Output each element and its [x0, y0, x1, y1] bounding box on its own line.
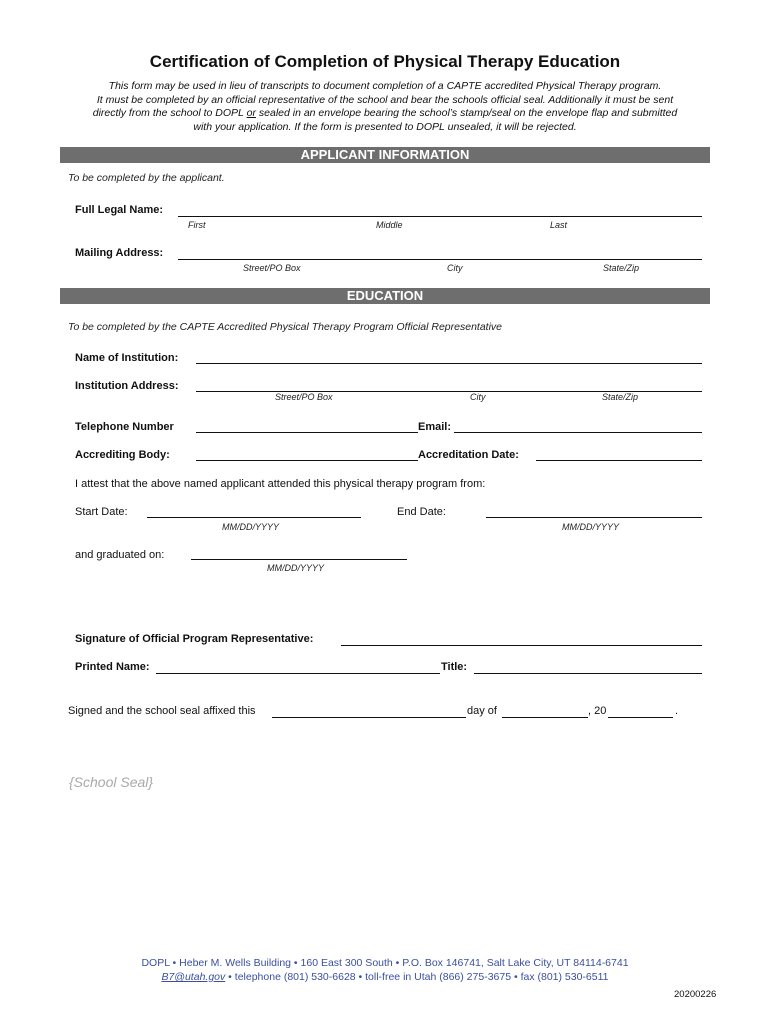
graduated-label: and graduated on:: [75, 549, 165, 561]
mailing-address-label: Mailing Address:: [75, 247, 164, 259]
footer-contact: [60, 956, 710, 984]
signed-period: .: [675, 705, 679, 717]
full-name-label: Full Legal Name:: [75, 204, 164, 216]
signature-label: Signature of Official Program Representative:: [75, 633, 314, 645]
instructions-line-1: This form may be used in lieu of transcripts to document completion of a CAPTE accredited Physical Therapy program.: [108, 80, 662, 92]
end-date-format: MM/DD/YYYY: [562, 522, 620, 532]
institution-address-label: Institution Address:: [75, 380, 179, 392]
institution-name-field[interactable]: [196, 363, 702, 364]
form-instructions: [40, 80, 730, 134]
mailing-city-caption: City: [447, 263, 463, 273]
form-title: Certification of Completion of Physical Therapy Education: [149, 52, 621, 71]
institution-state-zip-caption: State/Zip: [602, 392, 639, 402]
start-date-field[interactable]: [147, 517, 361, 518]
telephone-label: Telephone Number: [75, 421, 174, 433]
instructions-line-2: It must be completed by an official representative of the school and bear the schools official seal. Additionally it must be sent: [96, 93, 674, 106]
school-seal-placeholder: {School Seal}: [69, 774, 154, 790]
accreditation-date-field[interactable]: [536, 460, 702, 461]
title-field[interactable]: [474, 673, 702, 674]
year-prefix-text: , 20: [588, 705, 607, 717]
applicant-note: To be completed by the applicant.: [68, 172, 225, 184]
printed-name-field[interactable]: [156, 673, 440, 674]
footer-contact-line: [60, 970, 710, 984]
start-date-format: MM/DD/YYYY: [222, 522, 280, 532]
signed-month-field[interactable]: [502, 717, 588, 718]
instructions-line-3b: sealed in an envelope bearing the school’s stamp/seal on the envelope flap and submitted: [255, 107, 678, 120]
signed-seal-text: Signed and the school seal affixed this: [68, 705, 256, 717]
footer-email-link[interactable]: B7@utah.gov: [161, 971, 226, 983]
last-name-caption: Last: [550, 220, 568, 230]
institution-street-caption: Street/PO Box: [275, 392, 333, 402]
first-name-caption: First: [188, 220, 206, 230]
applicant-section-header: APPLICANT INFORMATION: [60, 147, 710, 163]
education-note: To be completed by the CAPTE Accredited Physical Therapy Program Official Representative: [68, 321, 503, 333]
instructions-or: or: [246, 107, 256, 120]
accreditation-date-label: Accreditation Date:: [418, 449, 519, 461]
education-section-header: EDUCATION: [60, 288, 710, 304]
mailing-state-zip-caption: State/Zip: [603, 263, 640, 273]
mailing-address-field[interactable]: [178, 259, 702, 260]
mailing-street-caption: Street/PO Box: [243, 263, 301, 273]
middle-name-caption: Middle: [376, 220, 403, 230]
signed-day-field[interactable]: [272, 717, 466, 718]
signature-field[interactable]: [341, 645, 702, 646]
footer-phone-info: • telephone (801) 530-6628 • toll-free in Utah (866) 275-3675 • fax (801) 530-6511: [225, 971, 609, 983]
day-of-text: day of: [467, 705, 497, 717]
full-name-field[interactable]: [178, 216, 702, 217]
signed-year-field[interactable]: [608, 717, 673, 718]
title-label: Title:: [441, 661, 468, 673]
institution-name-label: Name of Institution:: [75, 352, 179, 364]
email-field[interactable]: [454, 432, 702, 433]
instructions-line-4: with your application. If the form is presented to DOPL unsealed, it will be rejected.: [193, 120, 577, 133]
telephone-field[interactable]: [196, 432, 418, 433]
end-date-label: End Date:: [397, 506, 446, 518]
end-date-field[interactable]: [486, 517, 702, 518]
attestation-text: I attest that the above named applicant attended this physical therapy program from:: [75, 478, 486, 490]
instructions-line-3: [40, 107, 730, 121]
institution-city-caption: City: [470, 392, 486, 402]
accrediting-body-label: Accrediting Body:: [75, 449, 170, 461]
accrediting-body-field[interactable]: [196, 460, 418, 461]
form-revision-code: 20200226: [674, 989, 717, 1000]
printed-name-label: Printed Name:: [75, 661, 150, 673]
graduation-date-field[interactable]: [191, 559, 407, 560]
instructions-line-3a: directly from the school to DOPL: [92, 107, 247, 120]
start-date-label: Start Date:: [75, 506, 128, 518]
footer-address: DOPL • Heber M. Wells Building • 160 East 300 South • P.O. Box 146741, Salt Lake City, UT 84114-6741: [141, 957, 629, 969]
email-label: Email:: [418, 421, 452, 433]
graduation-date-format: MM/DD/YYYY: [267, 563, 325, 573]
